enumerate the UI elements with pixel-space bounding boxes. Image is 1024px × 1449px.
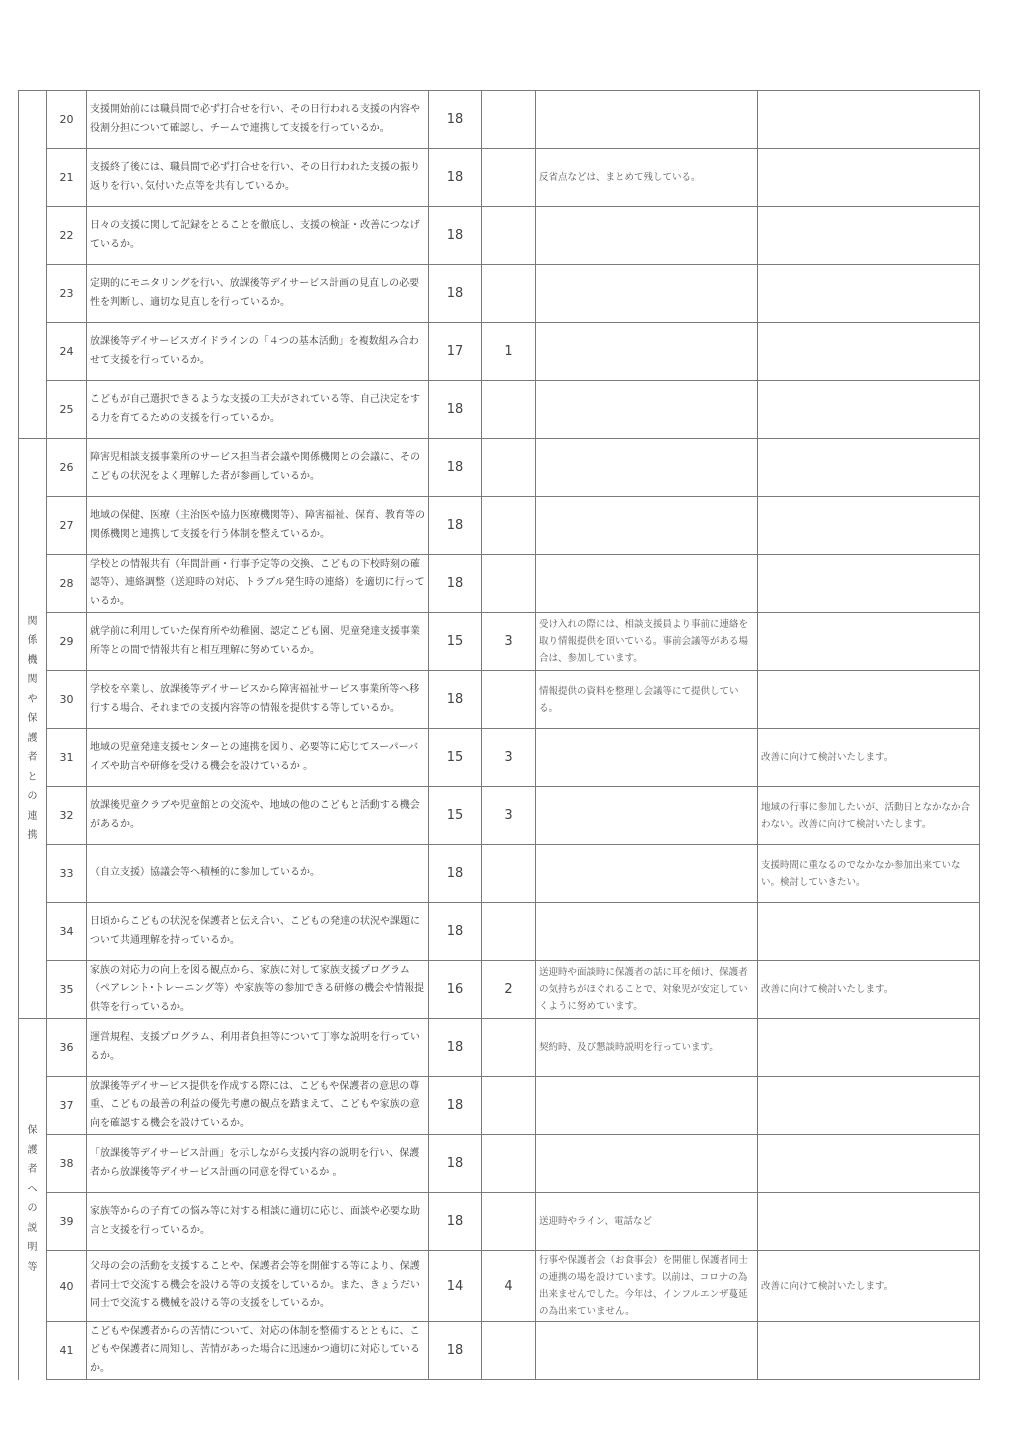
staff-comment — [536, 91, 758, 149]
improvement-comment — [758, 1077, 980, 1135]
table-row — [19, 729, 980, 787]
item-text: 「放課後等デイサービス計画」を示しながら支援内容の説明を行い、保護者から放課後等デイサービス計画の同意を得ているか 。 — [87, 1135, 429, 1193]
staff-comment — [536, 323, 758, 381]
no-count: 4 — [482, 1251, 536, 1322]
item-number: 30 — [47, 671, 87, 729]
section-label-cell — [19, 439, 47, 1019]
no-count: 1 — [482, 323, 536, 381]
item-number: 27 — [47, 497, 87, 555]
yes-count: 18 — [429, 265, 482, 323]
yes-count: 18 — [429, 497, 482, 555]
item-text: 支援開始前には職員間で必ず打合せを行い、その日行われる支援の内容や役割分担について確認し、チームで連携して支援を行っているか。 — [87, 91, 429, 149]
item-text: 学校との情報共有（年間計画・行事予定等の交換、こどもの下校時刻の確認等）、連絡調整（送迎時の対応、トラブル発生時の連絡）を適切に行っているか。 — [87, 555, 429, 613]
section-label-cell — [19, 91, 47, 439]
no-count — [482, 555, 536, 613]
item-text: （自立支援）協議会等へ積極的に参加しているか。 — [87, 845, 429, 903]
item-text: 地域の保健、医療（主治医や協力医療機関等）、障害福祉、保育、教育等の関係機関と連携して支援を行う体制を整えているか。 — [87, 497, 429, 555]
yes-count: 18 — [429, 555, 482, 613]
improvement-comment — [758, 1135, 980, 1193]
item-number: 23 — [47, 265, 87, 323]
table-body — [19, 91, 980, 1380]
item-text: 放課後等デイサービスガイドラインの「４つの基本活動」を複数組み合わせて支援を行っているか。 — [87, 323, 429, 381]
improvement-comment — [758, 323, 980, 381]
yes-count: 18 — [429, 845, 482, 903]
yes-count: 18 — [429, 207, 482, 265]
table-row — [19, 1322, 980, 1380]
staff-comment — [536, 207, 758, 265]
item-number: 35 — [47, 961, 87, 1019]
no-count — [482, 381, 536, 439]
no-count — [482, 439, 536, 497]
yes-count: 15 — [429, 729, 482, 787]
yes-count: 14 — [429, 1251, 482, 1322]
item-text: こどもが自己選択できるような支援の工夫がされている等、自己決定をする力を育てるための支援を行っているか。 — [87, 381, 429, 439]
item-number: 37 — [47, 1077, 87, 1135]
table-row — [19, 1077, 980, 1135]
no-count — [482, 1019, 536, 1077]
no-count — [482, 1077, 536, 1135]
improvement-comment — [758, 903, 980, 961]
table-row — [19, 1193, 980, 1251]
table-row — [19, 439, 980, 497]
section-label-cell — [19, 1019, 47, 1380]
staff-comment — [536, 845, 758, 903]
improvement-comment — [758, 671, 980, 729]
table-row — [19, 497, 980, 555]
improvement-comment — [758, 1019, 980, 1077]
table-row — [19, 671, 980, 729]
improvement-comment — [758, 381, 980, 439]
item-number: 38 — [47, 1135, 87, 1193]
improvement-comment: 地域の行事に参加したいが、活動日となかなか合わない。改善に向けて検討いたします。 — [758, 787, 980, 845]
item-number: 26 — [47, 439, 87, 497]
item-number: 36 — [47, 1019, 87, 1077]
evaluation-table — [18, 90, 980, 1380]
improvement-comment — [758, 613, 980, 671]
item-number: 29 — [47, 613, 87, 671]
staff-comment — [536, 729, 758, 787]
staff-comment — [536, 265, 758, 323]
yes-count: 18 — [429, 1193, 482, 1251]
item-number: 41 — [47, 1322, 87, 1380]
staff-comment: 反省点などは、まとめて残している。 — [536, 149, 758, 207]
no-count: 2 — [482, 961, 536, 1019]
staff-comment — [536, 1135, 758, 1193]
yes-count: 15 — [429, 613, 482, 671]
staff-comment — [536, 555, 758, 613]
table-row — [19, 207, 980, 265]
improvement-comment — [758, 149, 980, 207]
staff-comment — [536, 497, 758, 555]
staff-comment: 行事や保護者会（お食事会）を開催し保護者同士の連携の場を設けています。以前は、コロナの為出来ませんでした。今年は、インフルエンザ蔓延の為出来ていません。 — [536, 1251, 758, 1322]
item-text: こどもや保護者からの苦情について、対応の体制を整備するとともに、こどもや保護者に周知し、苦情があった場合に迅速かつ適切に対応しているか。 — [87, 1322, 429, 1380]
improvement-comment: 改善に向けて検討いたします。 — [758, 729, 980, 787]
table-row — [19, 265, 980, 323]
no-count — [482, 1135, 536, 1193]
item-text: 日々の支援に関して記録をとることを徹底し、支援の検証・改善につなげているか。 — [87, 207, 429, 265]
item-text: 定期的にモニタリングを行い、放課後等デイサービス計画の見直しの必要性を判断し、適切な見直しを行っているか。 — [87, 265, 429, 323]
yes-count: 18 — [429, 1019, 482, 1077]
no-count — [482, 671, 536, 729]
item-number: 22 — [47, 207, 87, 265]
item-number: 20 — [47, 91, 87, 149]
no-count — [482, 1322, 536, 1380]
improvement-comment — [758, 497, 980, 555]
item-text: 日頃からこどもの状況を保護者と伝え合い、こどもの発達の状況や課題について共通理解を持っているか。 — [87, 903, 429, 961]
item-number: 21 — [47, 149, 87, 207]
improvement-comment: 改善に向けて検討いたします。 — [758, 961, 980, 1019]
item-text: 父母の会の活動を支援することや、保護者会等を開催する等により、保護者同士で交流する機会を設ける等の支援をしているか。また、きょうだい同士で交流する機械を設ける等の支援をしているか。 — [87, 1251, 429, 1322]
item-text: 学校を卒業し、放課後等デイサービスから障害福祉サービス事業所等へ移行する場合、それまでの支援内容等の情報を提供する等しているか。 — [87, 671, 429, 729]
table-row — [19, 961, 980, 1019]
item-text: 地域の児童発達支援センターとの連携を図り、必要等に応じてスーパーバイズや助言や研修を受ける機会を設けているか 。 — [87, 729, 429, 787]
improvement-comment — [758, 1322, 980, 1380]
section-label: 関係機関や保護者との連携 — [27, 615, 38, 841]
table-row — [19, 381, 980, 439]
item-number: 40 — [47, 1251, 87, 1322]
improvement-comment — [758, 265, 980, 323]
staff-comment — [536, 1077, 758, 1135]
item-number: 28 — [47, 555, 87, 613]
improvement-comment — [758, 555, 980, 613]
item-text: 家族の対応力の向上を図る観点から、家族に対して家族支援プログラム（ペアレント･トレーニング等）や家族等の参加できる研修の機会や情報提供等を行っているか。 — [87, 961, 429, 1019]
item-text: 家族等からの子育ての悩み等に対する相談に適切に応じ、面談や必要な助言と支援を行っているか。 — [87, 1193, 429, 1251]
staff-comment — [536, 787, 758, 845]
table-row — [19, 91, 980, 149]
no-count: 3 — [482, 613, 536, 671]
no-count — [482, 149, 536, 207]
improvement-comment — [758, 439, 980, 497]
item-number: 33 — [47, 845, 87, 903]
item-text: 放課後等デイサービス提供を作成する際には、こどもや保護者の意思の尊重、こどもの最善の利益の優先考慮の観点を踏まえて、こどもや家族の意向を確認する機会を設けているか。 — [87, 1077, 429, 1135]
table-row — [19, 1251, 980, 1322]
no-count — [482, 207, 536, 265]
yes-count: 18 — [429, 1077, 482, 1135]
no-count — [482, 903, 536, 961]
no-count — [482, 845, 536, 903]
table-row — [19, 787, 980, 845]
improvement-comment — [758, 1193, 980, 1251]
improvement-comment: 改善に向けて検討いたします。 — [758, 1251, 980, 1322]
yes-count: 17 — [429, 323, 482, 381]
yes-count: 18 — [429, 1135, 482, 1193]
staff-comment — [536, 381, 758, 439]
improvement-comment: 支援時間に重なるのでなかなか参加出来ていない。検討していきたい。 — [758, 845, 980, 903]
improvement-comment — [758, 207, 980, 265]
staff-comment: 受け入れの際には、相談支援員より事前に連絡を取り情報提供を頂いている。事前会議等がある場合は、参加しています。 — [536, 613, 758, 671]
table-row — [19, 903, 980, 961]
no-count — [482, 265, 536, 323]
no-count: 3 — [482, 729, 536, 787]
no-count — [482, 497, 536, 555]
table-row — [19, 613, 980, 671]
table-row — [19, 1019, 980, 1077]
item-text: 放課後児童クラブや児童館との交流や、地域の他のこどもと活動する機会があるか。 — [87, 787, 429, 845]
item-number: 39 — [47, 1193, 87, 1251]
yes-count: 15 — [429, 787, 482, 845]
yes-count: 18 — [429, 671, 482, 729]
yes-count: 18 — [429, 1322, 482, 1380]
staff-comment: 情報提供の資料を整理し会議等にて提供している。 — [536, 671, 758, 729]
table-row — [19, 149, 980, 207]
item-number: 24 — [47, 323, 87, 381]
item-text: 就学前に利用していた保育所や幼稚園、認定こども園、児童発達支援事業所等との間で情報共有と相互理解に努めているか。 — [87, 613, 429, 671]
no-count: 3 — [482, 787, 536, 845]
yes-count: 16 — [429, 961, 482, 1019]
staff-comment: 契約時、及び懇談時説明を行っています。 — [536, 1019, 758, 1077]
item-number: 34 — [47, 903, 87, 961]
staff-comment: 送迎時やライン、電話など — [536, 1193, 758, 1251]
yes-count: 18 — [429, 903, 482, 961]
improvement-comment — [758, 91, 980, 149]
table-row — [19, 323, 980, 381]
table-row — [19, 555, 980, 613]
item-number: 25 — [47, 381, 87, 439]
item-number: 31 — [47, 729, 87, 787]
staff-comment — [536, 903, 758, 961]
staff-comment — [536, 439, 758, 497]
item-text: 支援終了後には、職員間で必ず打合せを行い、その日行われた支援の振り返りを行い､気付いた点等を共有しているか。 — [87, 149, 429, 207]
staff-comment — [536, 1322, 758, 1380]
no-count — [482, 91, 536, 149]
no-count — [482, 1193, 536, 1251]
staff-comment: 送迎時や面談時に保護者の話に耳を傾け、保護者の気持ちがほぐれることで、対象児が安定していくように努めています。 — [536, 961, 758, 1019]
yes-count: 18 — [429, 439, 482, 497]
yes-count: 18 — [429, 381, 482, 439]
item-text: 運営規程、支援プログラム、利用者負担等について丁寧な説明を行っているか。 — [87, 1019, 429, 1077]
table-row — [19, 1135, 980, 1193]
yes-count: 18 — [429, 91, 482, 149]
table-row — [19, 845, 980, 903]
yes-count: 18 — [429, 149, 482, 207]
item-text: 障害児相談支援事業所のサービス担当者会議や関係機関との会議に、そのこどもの状況をよく理解した者が参画しているか。 — [87, 439, 429, 497]
section-label: 保護者への説明等 — [27, 1125, 38, 1273]
item-number: 32 — [47, 787, 87, 845]
